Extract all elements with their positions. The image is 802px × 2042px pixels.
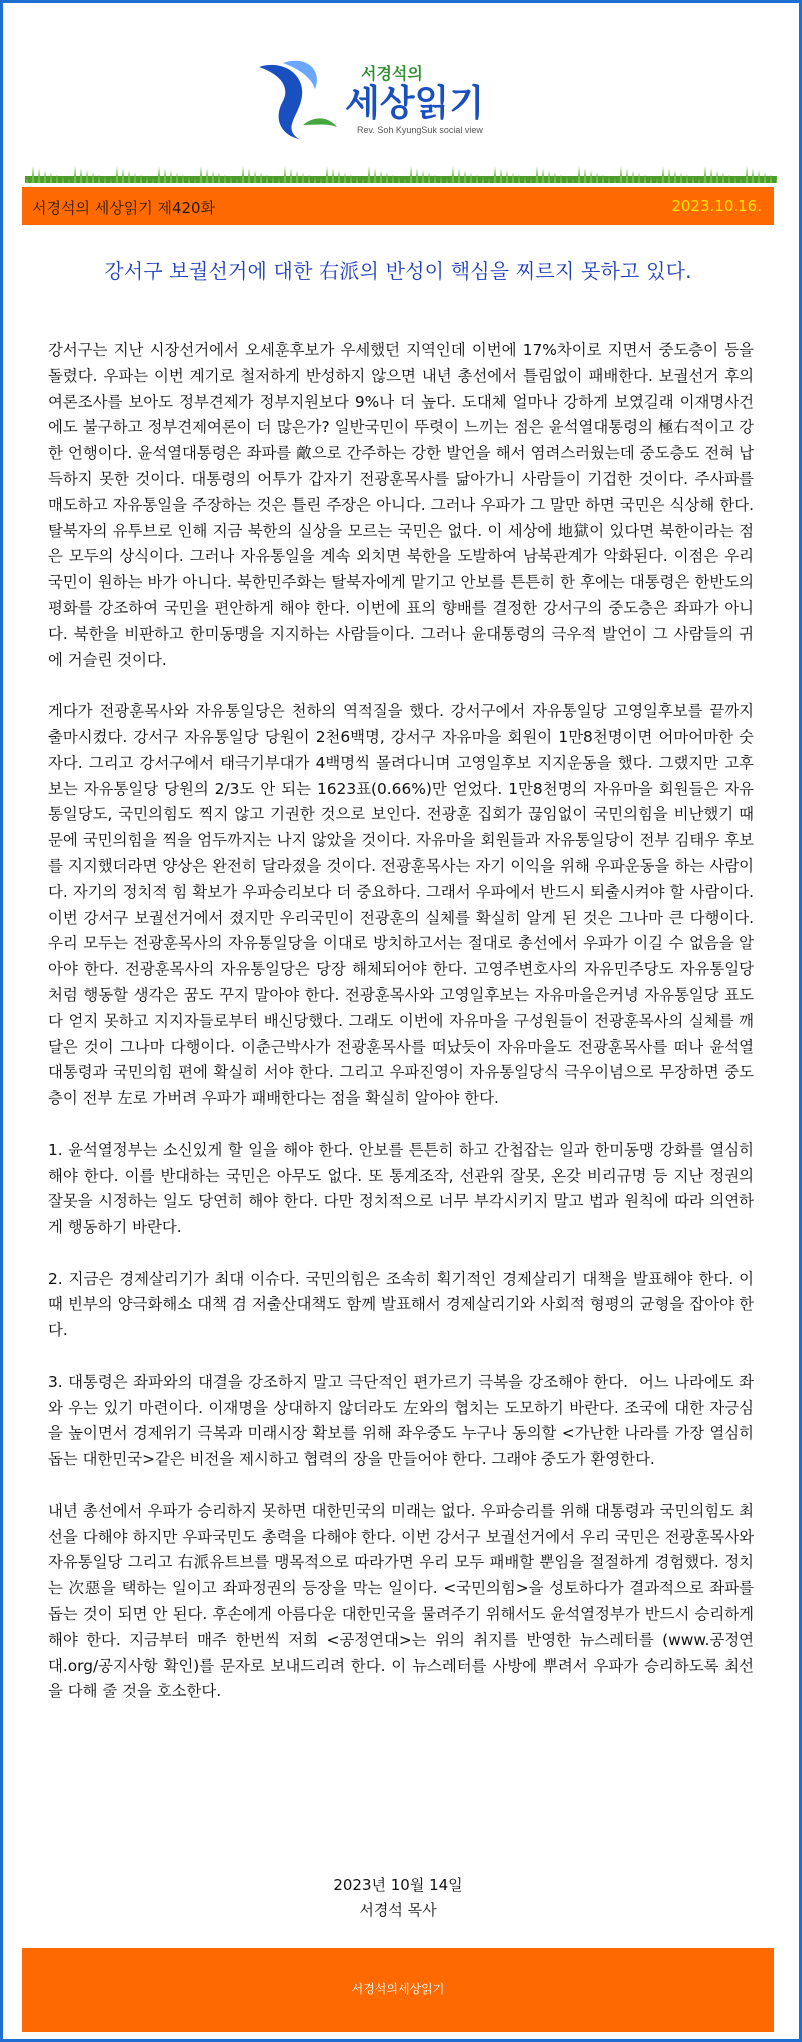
- header: [3, 3, 799, 183]
- issue-date: 2023.10.16.: [671, 197, 762, 215]
- issue-label: 서경석의 세상읽기 제420화: [32, 199, 216, 217]
- article-paragraph: 2. 지금은 경제살리기가 최대 이슈다. 국민의힘은 조속히 획기적인 경제살리기 대책을 발표해야 한다. 이때 빈부의 양극화해소 대책 겸 저출산대책도 함께 발표해서 경제살리기와 사회적 형평의 균형을 잡아야 한다.: [48, 1269, 754, 1340]
- article-paragraph: 내년 총선에서 우파가 승리하지 못하면 대한민국의 미래는 없다. 우파승리를 위해 대통령과 국민의힘도 최선을 다해야 하지만 우파국민도 총력을 다해야 한다. 이번 강서구 보궐선거에서 우리 국민은 전광훈목사와 자유통일당 그리고 右派유트브를 맹목적으로 따라가면 우리 모두 패배할 뿐임을 절절하게 경험했다. 정치는 次惡을 택하는 일이고 좌파정권의 등장을 막는 일이다. <국민의힘>을 성토하다가 결과적으로 좌파를 돕는 것이 되면 안 된다. 후손에게 아름다운 대한민국을 물려주기 위해서도 윤석열정부가 반드시 승리하게 해야 한다. 지금부터 매주 한번씩 저희 <공정연대>는 위의 취지를 반영한 뉴스레터를 (www.공정연대.org/공지사항 확인)를 문자로 보내드리려 한다. 이 뉴스레터를 사방에 뿌려서 우파가 승리하도록 최선을 다해 줄 것을 호소한다.: [48, 1501, 759, 1701]
- signature-date: 2023년 10월 14일: [333, 1876, 463, 1894]
- article-body: [48, 338, 759, 1731]
- footer-bar: [22, 1948, 774, 2032]
- article-title: 강서구 보궐선거에 대한 右派의 반성이 핵심을 찌르지 못하고 있다.: [104, 259, 692, 283]
- logo-name-large: 세상읽기: [345, 82, 485, 123]
- footer-text: 서경석의세상읽기: [351, 1982, 445, 1996]
- signature-name: 서경석 목사: [359, 1901, 437, 1919]
- issue-bar: [22, 187, 774, 225]
- logo-subtitle: Rev. Soh KyungSuk social view: [357, 125, 483, 135]
- logo: [253, 55, 573, 145]
- logo-swirl-icon: [259, 65, 302, 139]
- article-paragraph: 게다가 전광훈목사와 자유통일당은 천하의 역적질을 했다. 강서구에서 자유통일당 고영일후보를 끝까지 출마시켰다. 강서구 자유통일당 당원이 2천6백명, 강서구 자유마을 회원이 1만8천명이면 어마어마한 숫자다. 그리고 강서구에서 태극기부대가 4백명씩 몰려다니며 고영일후보 지지운동을 했다. 그랬지만 고후보는 자유통일당 당원의 2/3도 안 되는 1623표(0.66%)만 얻었다. 1만8천명의 자유마을 회원들은 자유통일당도, 국민의힘도 찍지 않고 기권한 것으로 보인다. 전광훈 집회가 끊임없이 국민의힘을 비난했기 때문에 국민의힘을 찍을 엄두까지는 나지 않았을 것이다. 자유마을 회원들과 자유통일당이 전부 김태우 후보를 지지했더라면 양상은 완전히 달라졌을 것이다. 전광훈목사는 자기 이익을 위해 우파운동을 하는 사람이다. 자기의 정치적 힘 확보가 우파승리보다 더 중요하다. 그래서 우파에서 반드시 퇴출시켜야 할 사람이다. 이번 강서구 보궐선거에서 졌지만 우리국민이 전광훈의 실체를 확실히 알게 된 것은 그나마 큰 다행이다. 우리 모두는 전광훈목사의 자유통일당을 이대로 방치하고서는 절대로 총선에서 우파가 이길 수 없음을 알아야 한다. 전광훈목사의 자유통일당은 당장 해체되어야 한다. 고영주변호사의 자유민주당도 자유통일당처럼 행동할 생각은 꿈도 꾸지 말아야 한다. 전광훈목사와 고영일후보는 자유마을은커녕 자유통일당 표도 다 얻지 못하고 지지자들로부터 배신당했다. 그래도 이번에 자유마을 구성원들이 전광훈목사의 실체를 깨달은 것이 그나마 다행이다. 이춘근박사가 전광훈목사를 떠났듯이 자유마을도 전광훈목사를 떠나 윤석열대통령과 국민의힘 편에 확실히 서야 한다. 그리고 우파진영이 자유통일당식 극우이념으로 무장하면 중도층이 전부 左로 가버려 우파가 패배한다는 점을 확실히 알아야 한다.: [48, 702, 759, 1108]
- article-paragraph: 1. 윤석열정부는 소신있게 할 일을 해야 한다. 안보를 튼튼히 하고 간첩잡는 일과 한미동맹 강화를 열심히 해야 한다. 이를 반대하는 국민은 아무도 없다. 또 통계조작, 선관위 잘못, 온갖 비리규명 등 지난 정권의 잘못을 시정하는 일도 당연히 해야 한다. 다만 정치적으로 너무 부각시키지 말고 법과 원칙에 따라 의연하게 행동하기 바란다.: [48, 1140, 759, 1237]
- signature: [22, 1873, 774, 1923]
- grass-strip: [25, 158, 777, 183]
- article-paragraph: 3. 대통령은 좌파와의 대결을 강조하지 말고 극단적인 편가르기 극복을 강조해야 한다. 어느 나라에도 좌와 우는 있기 마련이다. 이재명을 상대하지 않더라도 左와의 협치는 도모하기 바란다. 조국에 대한 자긍심을 높이면서 경제위기 극복과 미래시장 확보를 위해 좌우중도 누구나 동의할 <가난한 나라를 가장 열심히 돕는 대한민국>같은 비전을 제시하고 협력의 장을 만들어야 한다. 그래야 중도가 환영한다.: [48, 1372, 759, 1469]
- article-paragraph: 강서구는 지난 시장선거에서 오세훈후보가 우세했던 지역인데 이번에 17%차이로 지면서 중도층이 등을 돌렸다. 우파는 이번 계기로 철저하게 반성하지 않으면 내년 총선에서 틀림없이 패배한다. 보궐선거 후의 여론조사를 보아도 정부견제가 정부지원보다 9%나 더 높다. 도대체 얼마나 강하게 보였길래 이재명사건에도 불구하고 정부견제여론이 더 많은가? 일반국민이 뚜렷이 느끼는 점은 윤석열대통령의 極右적이고 강한 언행이다. 윤석열대통령은 좌파를 敵으로 간주하는 강한 발언을 해서 염려스러웠는데 중도층도 전혀 납득하지 못한 것이다. 대통령의 어투가 갑자기 전광훈목사를 닮아가니 사람들이 기겁한 것이다. 주사파를 매도하고 자유통일을 주장하는 것은 틀린 주장은 아니다. 그러나 우파가 그 말만 하면 국민은 식상해 한다. 탈북자의 유투브로 인해 지금 북한의 실상을 모르는 국민은 없다. 이 세상에 地獄이 있다면 북한이라는 점은 모두의 상식이다. 그러나 자유통일을 계속 외치면 북한을 도발하여 남북관계가 악화된다. 이점은 우리국민이 원하는 바가 아니다. 북한민주화는 탈북자에게 맡기고 안보를 튼튼히 한 후에는 대통령은 한반도의 평화를 강조하여 국민을 편안하게 해야 한다. 이번에 표의 향배를 결정한 강서구의 중도층은 좌파가 아니다. 북한을 비판하고 한미동맹을 지지하는 사람들이다. 그러나 윤대통령의 극우적 발언이 그 사람들의 귀에 거슬린 것이다.: [48, 341, 759, 669]
- logo-name-small: 서경석의: [361, 66, 423, 83]
